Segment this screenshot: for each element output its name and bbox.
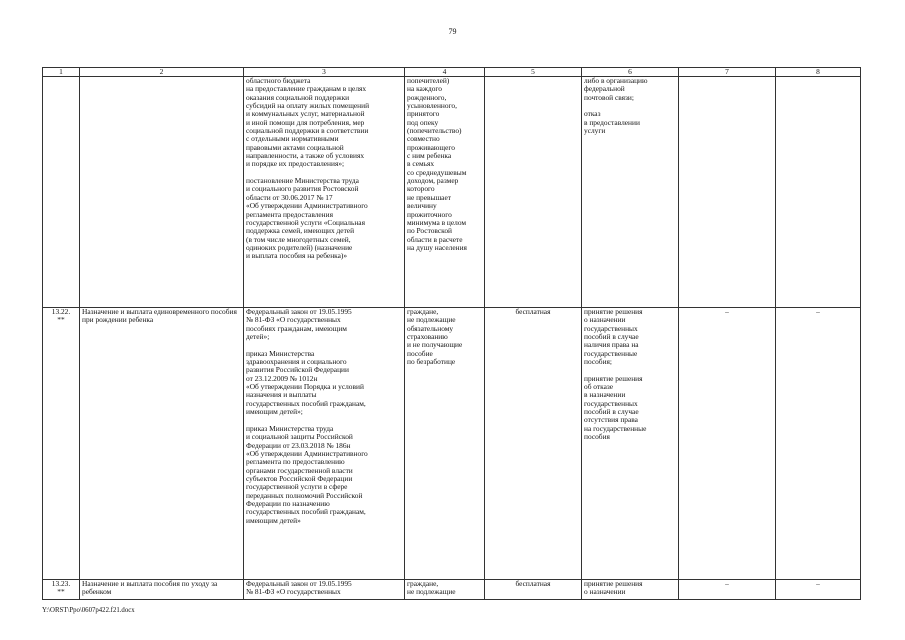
cell-recipients: граждане, не подлежащие обязательному страхованию и не получающие пособие по безработице	[405, 308, 485, 580]
column-header: 1	[43, 68, 80, 77]
cell-cost: бесплатная	[485, 308, 582, 580]
cell-legal-basis: Федеральный закон от 19.05.1995 № 81-ФЗ «О государственных пособиях гражданам, имеющим детей»; приказ Министерства здравоохранения и социального развития Российской Федерации от 23.12.2009 № 1012н «Об утверждении Порядка и условий назначения и выплаты государственных пособий гражданам, имеющим детей»; приказ Министерства труда и социальной защиты Российской Федерации от 23.03.2018 № 186н «Об утверждении Административного регламента по предоставлению органами государственной власти субъектов Российской Федерации государственной услуги в сфере переданных полномочий Российской Федерации по назначению государственных пособий гражданам, имеющим детей»	[244, 308, 405, 580]
cell-recipients: попечителей) на каждого рожденного, усыновленного, принятого под опеку (попечительство) совместно проживающего с ним ребенка в семьях со среднедушевым доходом, размер которого не превышает величину прожиточного минимума в целом по Ростовской области в расчете на душу населения	[405, 77, 485, 308]
column-header: 7	[679, 68, 776, 77]
cell-empty	[80, 77, 244, 308]
file-path-footer: Y:\ORST\Ppo\0607p422.f21.docx	[42, 607, 135, 614]
cell-legal-basis: областного бюджета на предоставление гражданам в целях оказания социальной поддержки субсидий на оплату жилых помещений и коммунальных услуг, материальной и иной помощи для потребления, мер социальной поддержки в соответствии с отдельными нормативными правовыми актами социальной направленности, а также об условиях и порядке их предоставления»; постановление Министерства труда и социального развития Ростовской области от 30.06.2017 № 17 «Об утверждении Административного регламента предоставления государственной услуги «Социальная поддержка семей, имеющих детей (в том числе многодетных семей, одиноких родителей) (назначение и выплата пособия на ребенка)»	[244, 77, 405, 308]
cell-result: либо в организацию федеральной почтовой связи; отказ в предоставлении услуги	[582, 77, 679, 308]
cell-empty	[776, 77, 861, 308]
cell-col7: –	[679, 308, 776, 580]
column-header: 2	[80, 68, 244, 77]
column-header-row	[43, 68, 861, 77]
table-row-13-22	[43, 308, 861, 580]
cell-number: 13.22. **	[43, 308, 80, 580]
table-row-13-23	[43, 580, 861, 600]
cell-col8: –	[776, 308, 861, 580]
column-header: 4	[405, 68, 485, 77]
column-header: 8	[776, 68, 861, 77]
cell-result: принятие решения о назначении	[582, 580, 679, 600]
services-table	[42, 67, 861, 600]
cell-col7: –	[679, 580, 776, 600]
cell-legal-basis: Федеральный закон от 19.05.1995 № 81-ФЗ «О государственных	[244, 580, 405, 600]
column-header: 6	[582, 68, 679, 77]
cell-empty	[485, 77, 582, 308]
column-header: 5	[485, 68, 582, 77]
cell-col8: –	[776, 580, 861, 600]
cell-empty	[43, 77, 80, 308]
page-number: 79	[448, 27, 457, 36]
column-header: 3	[244, 68, 405, 77]
cell-empty	[679, 77, 776, 308]
cell-recipients: граждане, не подлежащие	[405, 580, 485, 600]
cell-result: принятие решения о назначении государственных пособий в случае наличия права на государственные пособия; принятие решения об отказе в назначении государственных пособий в случае отсутствия права на государственные пособия	[582, 308, 679, 580]
cell-cost: бесплатная	[485, 580, 582, 600]
cell-number: 13.23. **	[43, 580, 80, 600]
table-row-continued	[43, 77, 861, 308]
cell-service-name: Назначение и выплата пособия по уходу за ребенком	[80, 580, 244, 600]
cell-service-name: Назначение и выплата единовременного пособия при рождении ребенка	[80, 308, 244, 580]
